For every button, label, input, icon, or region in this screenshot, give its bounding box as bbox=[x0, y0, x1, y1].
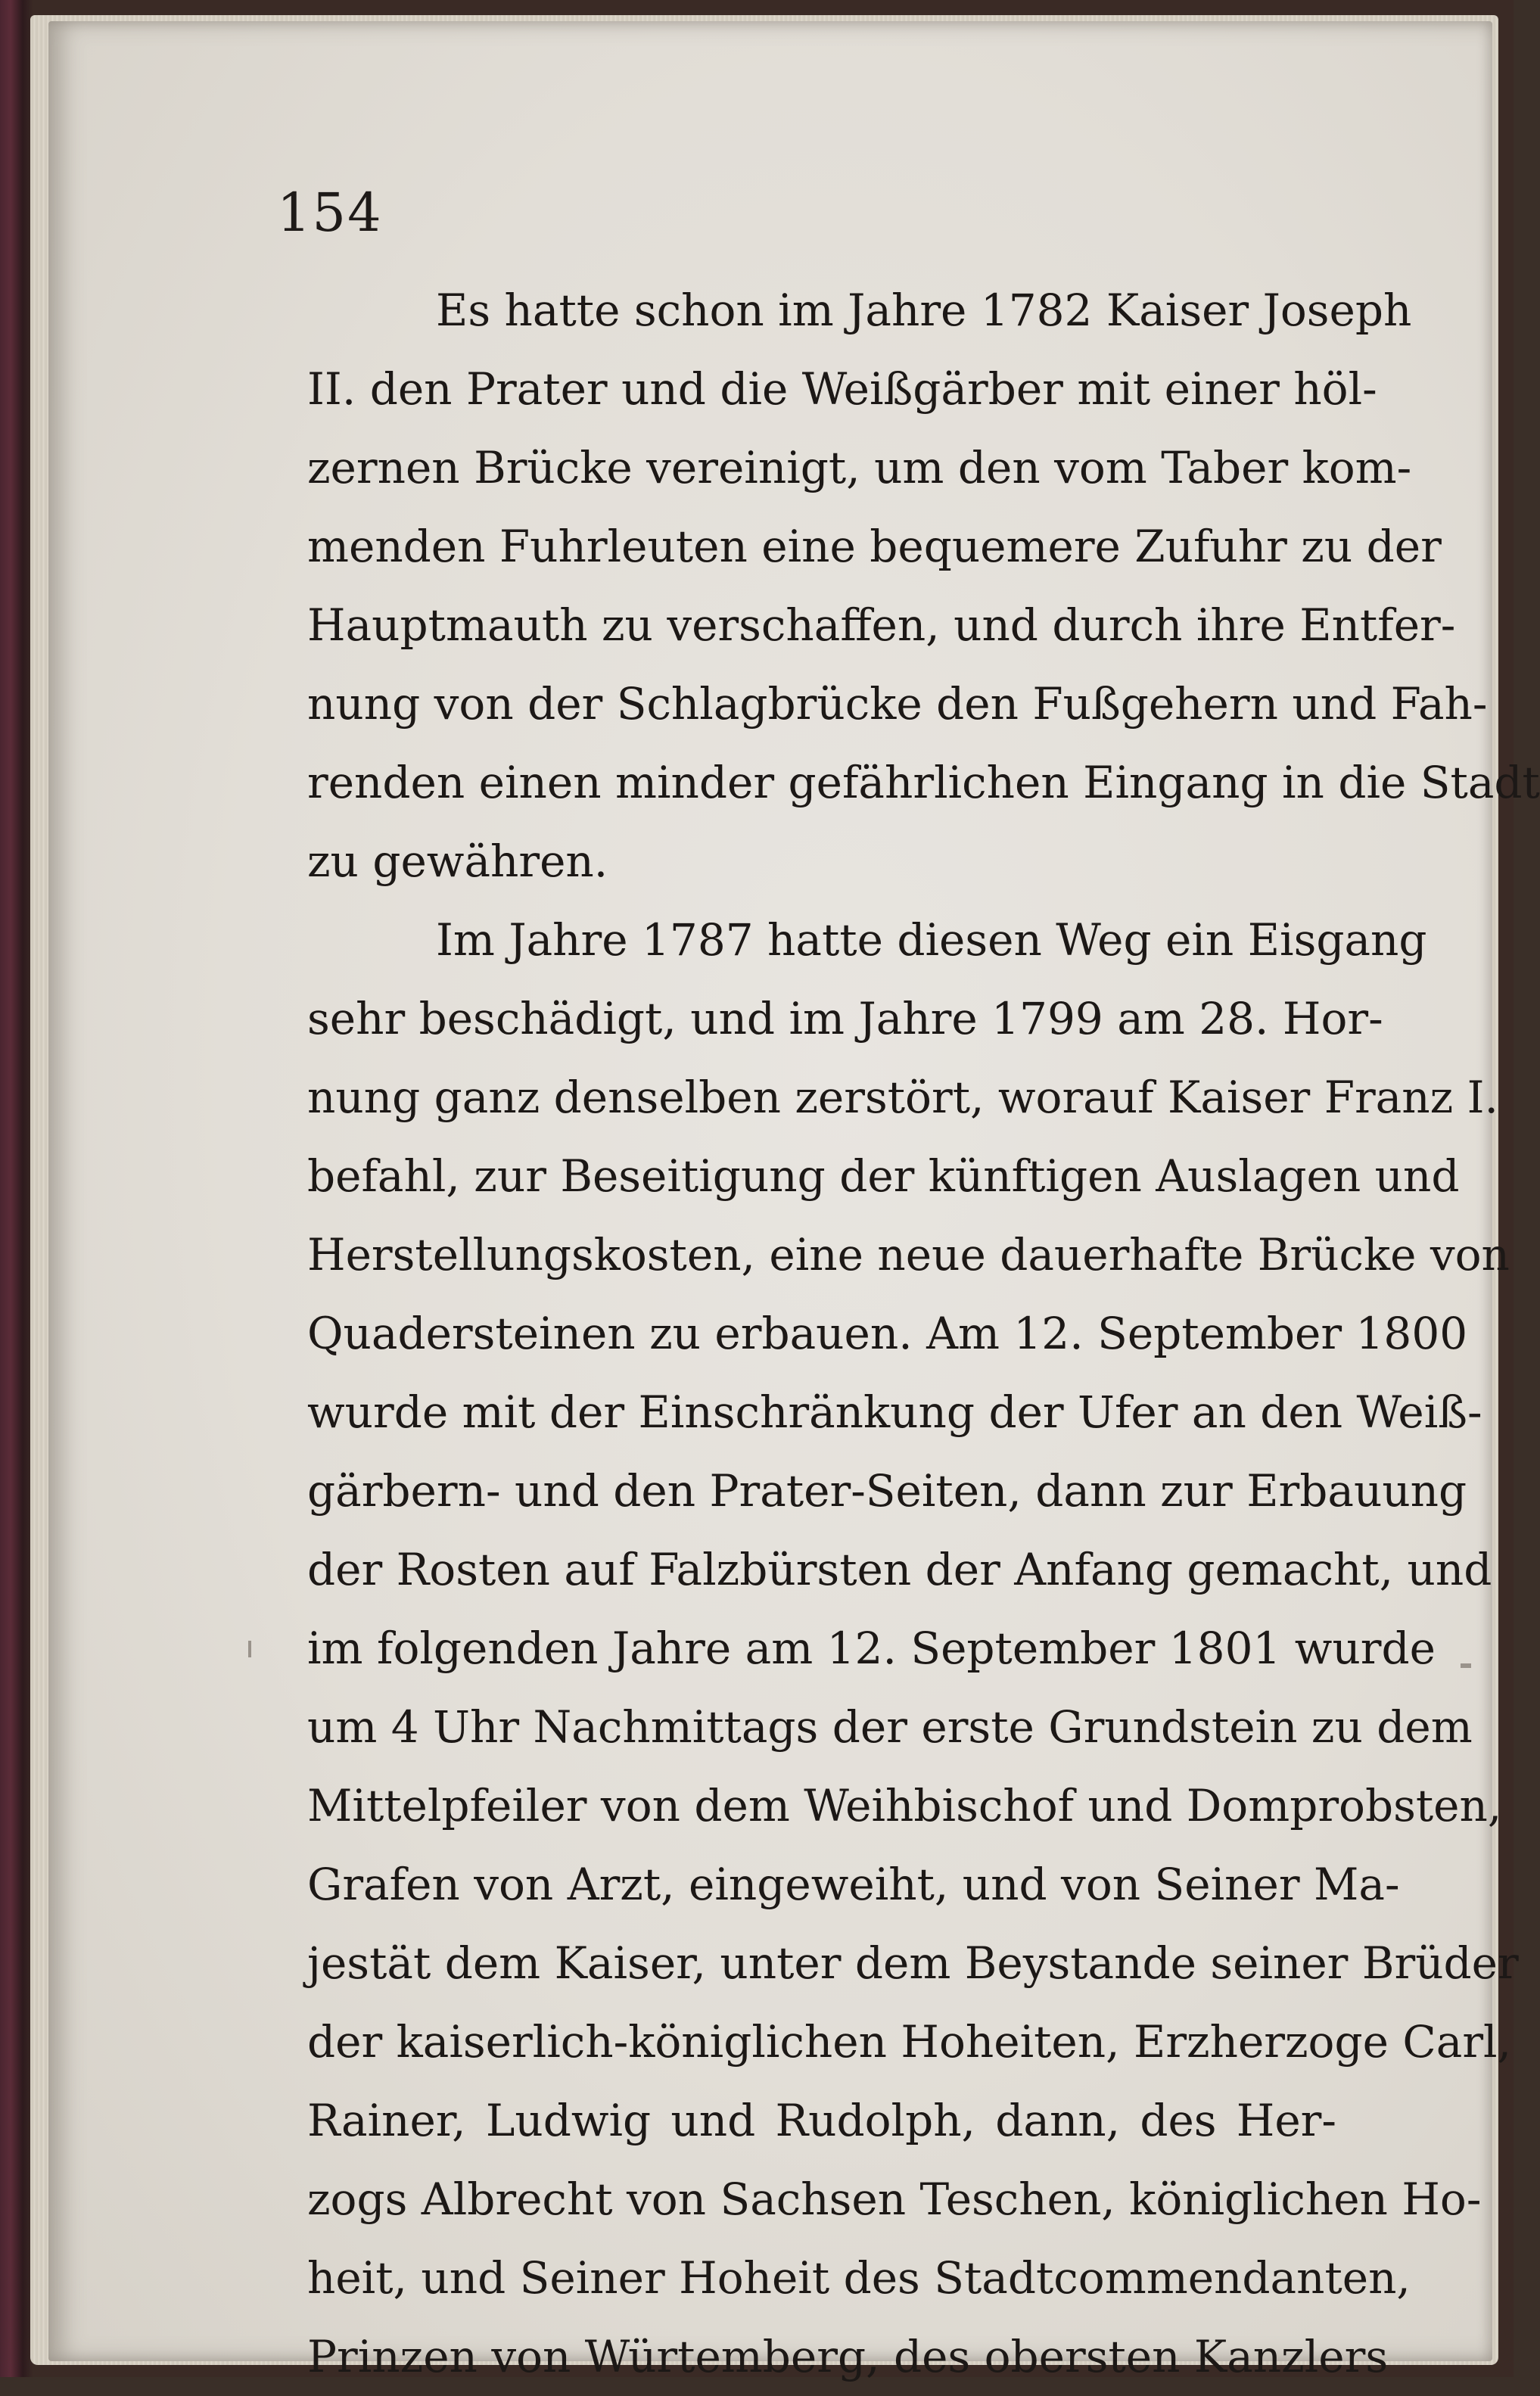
text-line: nung von der Schlagbrücke den Fußgehern und Fah- bbox=[307, 678, 1488, 730]
text-line: Prinzen von Würtemberg, des obersten Kanzlers bbox=[307, 2331, 1389, 2382]
text-line: Hauptmauth zu verschaffen, und durch ihre Entfer- bbox=[307, 599, 1456, 651]
paper-speck bbox=[1461, 1663, 1471, 1668]
text-line: nung ganz denselben zerstört, worauf Kaiser Franz I. bbox=[307, 1072, 1498, 1123]
text-line: II. den Prater und die Weißgärber mit einer höl- bbox=[307, 363, 1377, 415]
book-page bbox=[48, 21, 1540, 2382]
text-line: Im Jahre 1787 hatte diesen Weg ein Eisgang bbox=[436, 914, 1427, 966]
text-line: Rainer, Ludwig und Rudolph, dann, des Her- bbox=[307, 2095, 1336, 2146]
text-line: Herstellungskosten, eine neue dauerhafte Brücke von bbox=[307, 1229, 1510, 1280]
text-line: der Rosten auf Falzbürsten der Anfang gemacht, und bbox=[307, 1544, 1492, 1595]
text-line: zogs Albrecht von Sachsen Teschen, königlichen Ho- bbox=[307, 2174, 1482, 2225]
text-line: heit, und Seiner Hoheit des Stadtcommendanten, bbox=[307, 2252, 1411, 2304]
page-number: 154 bbox=[277, 182, 383, 244]
text-line: gärbern- und den Prater-Seiten, dann zur Erbauung bbox=[307, 1465, 1467, 1517]
text-line: befahl, zur Beseitigung der künftigen Auslagen und bbox=[307, 1150, 1460, 1202]
text-line: Mittelpfeiler von dem Weihbischof und Domprobsten, bbox=[307, 1780, 1502, 1831]
text-line: menden Fuhrleuten eine bequemere Zufuhr zu der bbox=[307, 521, 1442, 572]
text-line: im folgenden Jahre am 12. September 1801 wurde bbox=[307, 1623, 1436, 1674]
text-line: Quadersteinen zu erbauen. Am 12. September 1800 bbox=[307, 1308, 1468, 1359]
text-line: um 4 Uhr Nachmittags der erste Grundstein zu dem bbox=[307, 1701, 1473, 1753]
text-line: sehr beschädigt, und im Jahre 1799 am 28. Hor- bbox=[307, 993, 1383, 1044]
text-line: zernen Brücke vereinigt, um den vom Taber kom- bbox=[307, 442, 1412, 493]
text-line: Es hatte schon im Jahre 1782 Kaiser Joseph bbox=[436, 285, 1412, 336]
text-line: der kaiserlich-königlichen Hoheiten, Erzherzoge Carl, bbox=[307, 2016, 1512, 2068]
paper-speck bbox=[248, 1641, 251, 1657]
text-line: wurde mit der Einschränkung der Ufer an den Weiß- bbox=[307, 1386, 1482, 1438]
text-line: zu gewähren. bbox=[307, 835, 608, 887]
text-line: Grafen von Arzt, eingeweiht, und von Seiner Ma- bbox=[307, 1859, 1400, 1910]
text-line: renden einen minder gefährlichen Eingang in die Stadt bbox=[307, 757, 1540, 808]
text-block bbox=[307, 271, 1540, 2396]
text-line: jestät dem Kaiser, unter dem Beystande seiner Brüder bbox=[307, 1937, 1519, 1989]
